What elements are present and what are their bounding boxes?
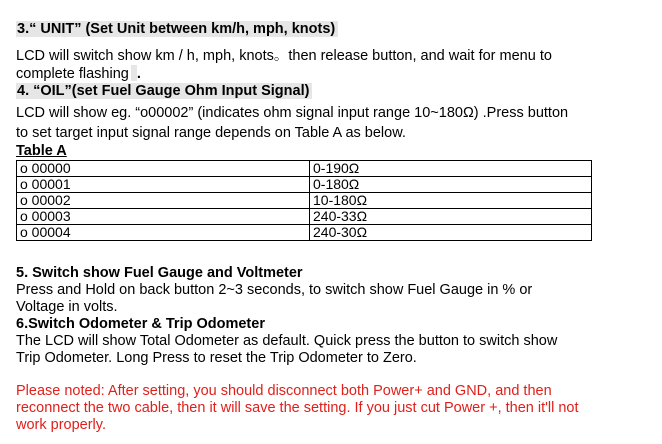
warning-note-line-1: Please noted: After setting, you should disconnect both Power+ and GND, and then	[16, 383, 552, 399]
odometer-description-line-2: Trip Odometer. Long Press to reset the Trip Odometer to Zero.	[16, 350, 417, 366]
table-a-title: Table A	[16, 143, 67, 159]
table-row	[17, 209, 592, 225]
fuel-description-line-1: Press and Hold on back button 2~3 seconds, to switch show Fuel Gauge in % or	[16, 282, 533, 298]
warning-note-line-2: reconnect the two cable, then it will save the setting. If you just cut Power +, then it'll not	[16, 400, 579, 416]
odometer-section-heading: 6.Switch Odometer & Trip Odometer	[16, 316, 265, 332]
table-cell-range: 0-190Ω	[310, 161, 592, 177]
warning-note-line-3: work properly.	[16, 417, 106, 433]
oil-section-heading-row	[16, 82, 312, 100]
table-cell-range: 0-180Ω	[310, 177, 592, 193]
table-cell-code: o 00000	[17, 161, 310, 177]
oil-description-line-1: LCD will show eg. “o00002” (indicates ohm signal input range 10~180Ω) .Press button	[16, 105, 569, 121]
table-row	[17, 177, 592, 193]
table-row	[17, 193, 592, 209]
oil-section-heading: 4. “OIL”(set Fuel Gauge Ohm Input Signal)	[16, 83, 312, 99]
fuel-description-line-2: Voltage in volts.	[16, 299, 118, 315]
oil-description-line-2: to set target input signal range depends on Table A as below.	[16, 125, 406, 141]
unit-description-line-1: LCD will switch show km / h, mph, knots。then release button, and wait for menu to	[16, 48, 552, 64]
table-a	[16, 160, 592, 241]
fuel-section-heading: 5. Switch show Fuel Gauge and Voltmeter	[16, 265, 303, 281]
unit-description-line-2-end: .	[136, 66, 141, 82]
table-row	[17, 161, 592, 177]
table-cell-range: 240-30Ω	[310, 225, 592, 241]
unit-description-line-2-row	[16, 65, 141, 83]
odometer-description-line-1: The LCD will show Total Odometer as default. Quick press the button to switch show	[16, 333, 558, 349]
unit-section-heading: 3.“ UNIT” (Set Unit between km/h, mph, knots)	[16, 21, 338, 37]
unit-description-line-2: complete flashing	[16, 66, 129, 82]
table-cell-code: o 00003	[17, 209, 310, 225]
table-row	[17, 225, 592, 241]
table-cell-range: 10-180Ω	[310, 193, 592, 209]
table-cell-code: o 00004	[17, 225, 310, 241]
unit-section-heading-row	[16, 20, 338, 38]
table-cell-code: o 00002	[17, 193, 310, 209]
table-cell-code: o 00001	[17, 177, 310, 193]
table-cell-range: 240-33Ω	[310, 209, 592, 225]
